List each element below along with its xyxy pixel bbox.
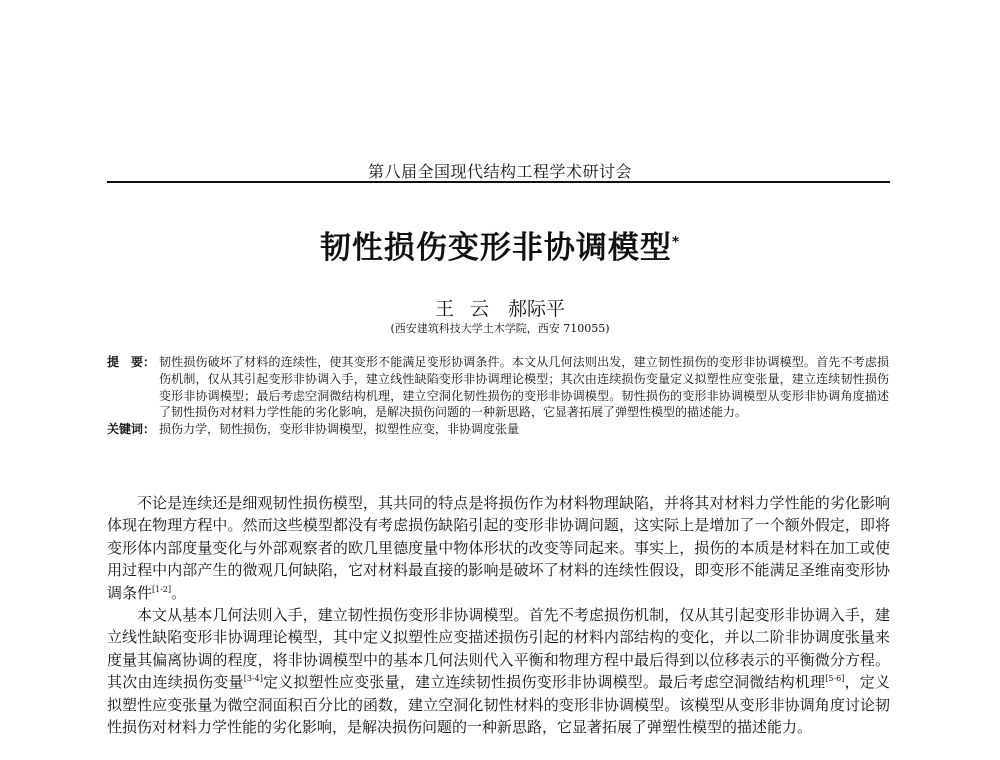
citation-ref: [1-2] [152, 584, 172, 594]
keywords-label: 关键词： [107, 422, 156, 437]
paragraph-1-end: 。 [171, 583, 187, 602]
affiliation: (西安建筑科技大学土木学院，西安 710055) [390, 322, 610, 335]
header-rule [107, 181, 890, 183]
conference-header: 第八届全国现代结构工程学术研讨会 [367, 162, 632, 181]
citation-ref: [3-4] [243, 674, 263, 684]
body-text [107, 492, 890, 738]
abstract-label: 提 要： [107, 355, 156, 369]
keywords-text: 损伤力学，韧性损伤，变形非协调模型，拟塑性应变，非协调度张量 [159, 422, 520, 437]
citation-ref: [5-6] [825, 674, 845, 684]
authors: 王 云 郝际平 [434, 298, 566, 320]
keywords [107, 421, 889, 438]
paragraph-2-text-b: 定义拟塑性应变张量，建立连续韧性损伤变形非协调模型。最后考虑空洞微结构机理 [262, 673, 826, 692]
abstract [107, 354, 889, 421]
title-footnote-mark: * [671, 234, 681, 251]
paragraph-1 [107, 492, 890, 604]
paragraph-2-text-a: 本文从基本几何法则入手，建立韧性损伤变形非协调模型。首先不考虑损伤机制，仅从其引起变形非协调入手，建立线性缺陷变形非协调理论模型，其中定义拟塑性应变描述损伤引起的材料内部结构的变化，并以二阶非协调度张量来度量其偏离协调的程度，将非协调模型中的基本几何法则代入平衡和物理方程中最后得到以位移表示的平衡微分方程。其次由连续损伤变量 [107, 606, 890, 692]
abstract-text: 韧性损伤破坏了材料的连续性，使其变形不能满足变形协调条件。本文从几何法则出发，建立韧性损伤的变形非协调模型。首先不考虑损伤机制，仅从其引起变形非协调入手，建立线性缺陷变形非协调理论模型；其次由连续损伤变量定义拟塑性应变张量，建立连续韧性损伤变形非协调模型；最后考虑空洞微结构机理，建立空洞化韧性损伤的变形非协调模型。韧性损伤的变形非协调模型从变形非协调角度描述了韧性损伤对材料力学性能的劣化影响，是解决损伤问题的一种新思路，它显著拓展了弹塑性模型的描述能力。 [159, 355, 889, 420]
paragraph-2 [107, 604, 890, 738]
abstract-block [107, 354, 889, 438]
paper-title-text: 韧性损伤变形非协调模型 [319, 230, 672, 266]
paragraph-2-text-c: ，定义拟塑性应变张量为微空洞面积百分比的函数，建立空洞化韧性材料的变形非协调模型。该模型从变形非协调角度讨论韧性损伤对材料力学性能的劣化影响，是解决损伤问题的一种新思路，它显著拓展了弹塑性模型的描述能力。 [107, 673, 890, 737]
paragraph-1-text: 不论是连续还是细观韧性损伤模型，其共同的特点是将损伤作为材料物理缺陷，并将其对材料力学性能的劣化影响体现在物理方程中。然而这些模型都没有考虑损伤缺陷引起的变形非协调问题，这实际上是增加了一个额外假定，即将变形体内部度量变化与外部观察者的欧几里德度量中物体形状的改变等同起来。事实上，损伤的本质是材料在加工或使用过程中内部产生的微观几何缺陷，它对材料最直接的影响是破坏了材料的连续性假设，即变形不能满足圣维南变形协调条件 [107, 494, 890, 602]
paper-title [0, 222, 1000, 267]
